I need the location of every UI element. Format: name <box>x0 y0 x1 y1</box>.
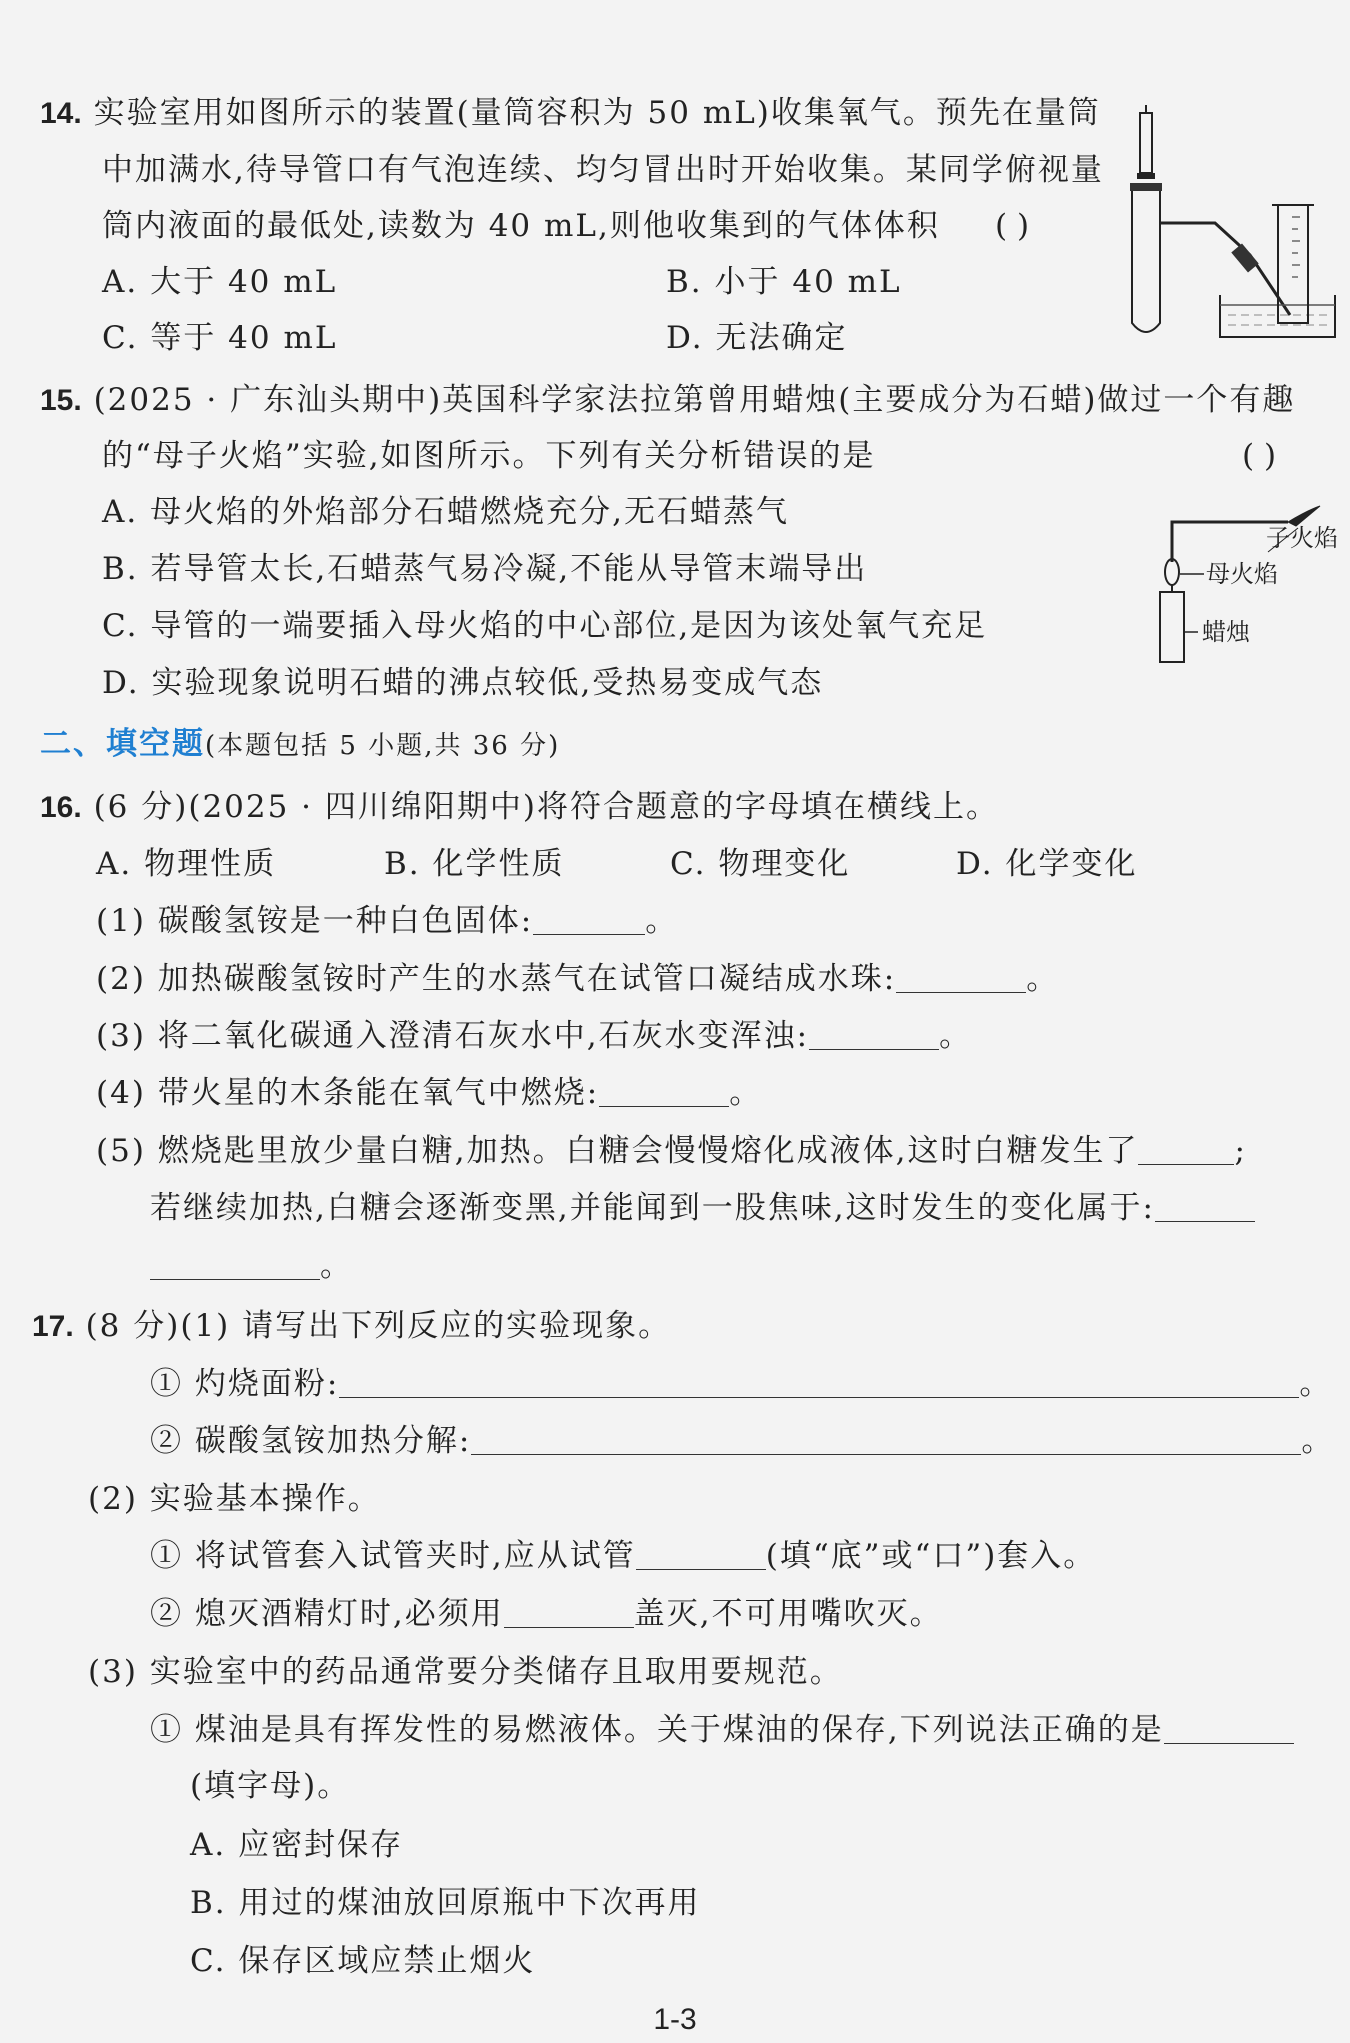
page-number: 1-3 <box>653 2003 697 2036</box>
q16-option-b: B. 化学性质 <box>384 846 565 882</box>
q17-blank-tube-end[interactable] <box>636 1539 766 1570</box>
q17-number: 17. <box>32 1310 74 1343</box>
q16-sub1: (1) 碳酸氢铵是一种白色固体: 。 <box>96 903 679 939</box>
q14-number: 14. <box>40 97 82 130</box>
q17-p1b: ② 碳酸氢铵加热分解: 。 <box>150 1423 1335 1459</box>
q15-candle-figure <box>1148 500 1348 670</box>
q15-line1: 15. (2025 · 广东汕头期中)英国科学家法拉第曾用蜡烛(主要成分为石蜡)做过一个有趣 <box>40 382 1296 418</box>
q17-p2a: ① 将试管套入试管夹时,应从试管 (填“底”或“口”)套入。 <box>150 1538 1097 1574</box>
q16-head: 16. (6 分)(2025 · 四川绵阳期中)将符合题意的字母填在横线上。 <box>40 789 999 825</box>
q14-option-d[interactable]: D. 无法确定 <box>666 320 848 356</box>
q17-option-c[interactable]: C. 保存区域应禁止烟火 <box>190 1943 536 1979</box>
label-child-flame: 子火焰 <box>1266 524 1338 552</box>
q17-option-b[interactable]: B. 用过的煤油放回原瓶中下次再用 <box>190 1885 701 1921</box>
q17-p3a-cont: (填字母)。 <box>190 1768 351 1804</box>
q17-p3: (3) 实验室中的药品通常要分类储存且取用要规范。 <box>88 1654 843 1690</box>
q16-blank-5a[interactable] <box>1138 1134 1234 1165</box>
q14-apparatus-figure <box>1120 105 1350 345</box>
q16-sub4: (4) 带火星的木条能在氧气中燃烧: 。 <box>96 1075 763 1111</box>
q15-option-c[interactable]: C. 导管的一端要插入母火焰的中心部位,是因为该处氧气充足 <box>102 608 988 644</box>
q17-option-a[interactable]: A. 应密封保存 <box>190 1827 404 1863</box>
child-flame-icon <box>1288 506 1320 526</box>
q16-option-d: D. 化学变化 <box>956 846 1138 882</box>
q14-option-a[interactable]: A. 大于 40 mL <box>102 264 338 300</box>
q17-p2b: ② 熄灭酒精灯时,必须用 盖灭,不可用嘴吹灭。 <box>150 1596 943 1632</box>
q16-sub5-line3: 。 <box>150 1246 353 1286</box>
q14-line2: 中加满水,待导管口有气泡连续、均匀冒出时开始收集。某同学俯视量 <box>102 152 1104 188</box>
q16-option-a: A. 物理性质 <box>96 846 277 882</box>
q17-p3a: ① 煤油是具有挥发性的易燃液体。关于煤油的保存,下列说法正确的是 <box>150 1710 1294 1750</box>
q16-blank-4[interactable] <box>599 1076 729 1107</box>
q16-number: 16. <box>40 791 82 824</box>
q16-sub5-line1: (5) 燃烧匙里放少量白糖,加热。白糖会慢慢熔化成液体,这时白糖发生了 ; <box>96 1133 1247 1169</box>
q15-line2: 的“母子火焰”实验,如图所示。下列有关分析错误的是 <box>102 438 876 474</box>
section-title: 二、填空题 <box>40 726 205 762</box>
q15-option-d[interactable]: D. 实验现象说明石蜡的沸点较低,受热易变成气态 <box>102 665 824 701</box>
section-heading <box>40 724 560 766</box>
q16-sub5-line2: 若继续加热,白糖会逐渐变黑,并能闻到一股焦味,这时发生的变化属于: <box>150 1188 1255 1228</box>
q17-p2: (2) 实验基本操作。 <box>88 1481 381 1517</box>
q15-answer-paren[interactable]: ( ) <box>1242 438 1277 474</box>
q14-option-c[interactable]: C. 等于 40 mL <box>102 320 338 356</box>
q15-option-a[interactable]: A. 母火焰的外焰部分石蜡燃烧充分,无石蜡蒸气 <box>102 494 789 530</box>
q16-sub3: (3) 将二氧化碳通入澄清石灰水中,石灰水变浑浊: 。 <box>96 1018 973 1054</box>
q15-option-b[interactable]: B. 若导管太长,石蜡蒸气易冷凝,不能从导管末端导出 <box>102 551 868 587</box>
q16-option-c: C. 物理变化 <box>670 846 851 882</box>
label-mother-flame: 母火焰 <box>1206 560 1278 588</box>
q14-line1: 14. 实验室用如图所示的装置(量筒容积为 50 mL)收集氧气。预先在量筒 <box>40 95 1101 131</box>
q16-blank-1[interactable] <box>533 904 645 935</box>
q17-blank-lamp[interactable] <box>504 1597 634 1628</box>
mother-flame-icon <box>1165 559 1179 585</box>
q17-head: 17. (8 分)(1) 请写出下列反应的实验现象。 <box>32 1308 672 1344</box>
q17-blank-flour[interactable] <box>339 1367 1299 1398</box>
q17-p1a: ① 灼烧面粉: 。 <box>150 1366 1333 1402</box>
q16-blank-3[interactable] <box>809 1019 939 1050</box>
q14-line3: 筒内液面的最低处,读数为 40 mL,则他收集到的气体体积 <box>102 208 940 244</box>
candle-icon <box>1160 592 1184 662</box>
q16-sub2: (2) 加热碳酸氢铵时产生的水蒸气在试管口凝结成水珠: 。 <box>96 961 1060 997</box>
q14-answer-paren[interactable]: ( ) <box>995 208 1030 244</box>
q17-blank-decompose[interactable] <box>471 1424 1301 1455</box>
q16-blank-5b-part1[interactable] <box>1155 1191 1255 1222</box>
q16-blank-2[interactable] <box>896 962 1026 993</box>
q14-option-b[interactable]: B. 小于 40 mL <box>666 264 902 300</box>
q17-blank-kerosene[interactable] <box>1164 1713 1294 1744</box>
q15-number: 15. <box>40 384 82 417</box>
section-note: (本题包括 5 小题,共 36 分) <box>205 731 561 761</box>
q16-blank-5b-part2[interactable] <box>150 1249 320 1280</box>
label-candle: 蜡烛 <box>1202 618 1250 646</box>
